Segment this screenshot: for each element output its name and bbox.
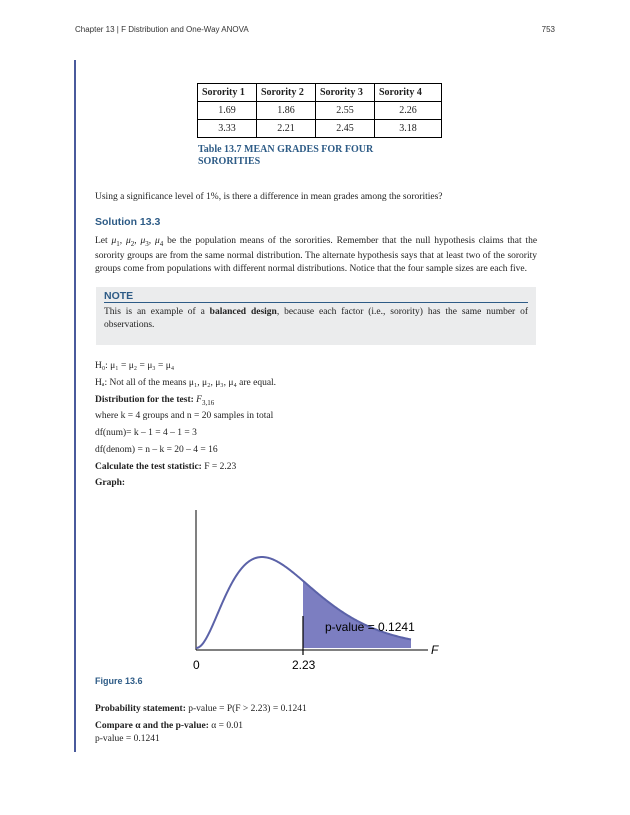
table-cell: 3.33 — [198, 120, 257, 138]
table-row — [198, 120, 442, 138]
graph-label: Graph: — [95, 478, 126, 488]
table-caption: Table 13.7 MEAN GRADES FOR FOUR SORORITIES — [198, 144, 374, 167]
df-denom-line: df(denom) = n – k = 20 – 4 = 16 — [95, 445, 218, 455]
p-value-label: p-value = 0.1241 — [325, 620, 415, 634]
test-statistic-value: F = 2.23 — [204, 462, 237, 472]
table-cell: 2.26 — [375, 102, 442, 120]
x-axis-label: F — [431, 643, 439, 657]
table-header: Sorority 3 — [316, 84, 375, 102]
subscript: 4 — [159, 239, 164, 248]
compare-value: α = 0.01 — [211, 721, 243, 731]
distribution-subscript: 3,16 — [201, 398, 215, 407]
intro-text: be the population means of the sororities. Remember that the null hypothesis claims that the sorority groups are from the same normal distribution. The alternate hypothesis says that at least two of the sorority groups come from populations with different normal distributions. Notice that the four sample sizes are each five. — [95, 236, 538, 274]
figure-caption: Figure 13.6 — [95, 676, 143, 686]
margin-bar — [74, 60, 76, 752]
f-distribution-graph — [185, 508, 445, 676]
page-number: 753 — [541, 25, 555, 34]
table-header-row — [198, 84, 442, 102]
grades-table — [197, 83, 442, 138]
mu-symbol: μ — [155, 236, 160, 246]
table-row — [198, 102, 442, 120]
distribution-value: F — [196, 395, 202, 405]
where-line: where k = 4 groups and n = 20 samples in total — [95, 411, 274, 421]
mu-symbol: μ — [111, 236, 117, 246]
intro-text: Let — [95, 236, 112, 246]
mu-symbol: μ — [140, 236, 146, 246]
table-cell: 2.45 — [316, 120, 375, 138]
subscript: 2 — [130, 239, 135, 248]
comma: , — [148, 236, 155, 246]
df-num-line: df(num)= k – 1 = 4 – 1 = 3 — [95, 428, 197, 438]
tick-label-statistic: 2.23 — [292, 658, 316, 672]
table-cell: 2.21 — [257, 120, 316, 138]
distribution-line — [95, 395, 214, 407]
null-hypothesis: H₀: μ₁ = μ₂ = μ₃ = μ₄ — [95, 361, 175, 371]
test-statistic-line — [95, 462, 236, 472]
question-text: Using a significance level of 1%, is there a difference in mean grades among the sororities? — [95, 192, 443, 202]
probability-statement — [95, 704, 307, 714]
table-header: Sorority 4 — [375, 84, 442, 102]
note-divider — [104, 302, 528, 303]
table-cell: 1.86 — [257, 102, 316, 120]
note-text: , because each factor (i.e., sorority) has the same number of observations. — [104, 307, 528, 330]
subscript: 1 — [116, 239, 120, 248]
table-header: Sorority 1 — [198, 84, 257, 102]
compare-line — [95, 721, 243, 731]
compare-label: Compare α and the p-value: — [95, 721, 209, 731]
solution-intro — [95, 235, 537, 275]
mu-symbol: μ — [126, 236, 131, 246]
table-cell: 2.55 — [316, 102, 375, 120]
subscript: 3 — [145, 239, 149, 248]
probability-value: p-value = P(F > 2.23) = 0.1241 — [188, 704, 307, 714]
table-header: Sorority 2 — [257, 84, 316, 102]
note-text: This is an example of a — [104, 307, 210, 317]
p-value-shaded-area — [303, 581, 411, 648]
note-box — [96, 287, 536, 345]
comma: , — [119, 236, 126, 246]
test-statistic-label: Calculate the test statistic: — [95, 462, 202, 472]
distribution-label: Distribution for the test: — [95, 395, 194, 405]
table-cell: 1.69 — [198, 102, 257, 120]
note-title: NOTE — [104, 290, 134, 302]
comma: , — [134, 236, 141, 246]
solution-title: Solution 13.3 — [95, 216, 161, 228]
alt-hypothesis: Hₐ: Not all of the means μ₁, μ₂, μ₃, μ₄ are equal. — [95, 378, 277, 388]
note-body — [104, 306, 528, 332]
note-bold-term: balanced design — [209, 307, 277, 317]
tick-label-zero: 0 — [193, 658, 200, 672]
probability-label: Probability statement: — [95, 704, 186, 714]
p-value-line: p-value = 0.1241 — [95, 734, 160, 744]
table-cell: 3.18 — [375, 120, 442, 138]
page-header-chapter: Chapter 13 | F Distribution and One-Way ANOVA — [75, 25, 249, 34]
